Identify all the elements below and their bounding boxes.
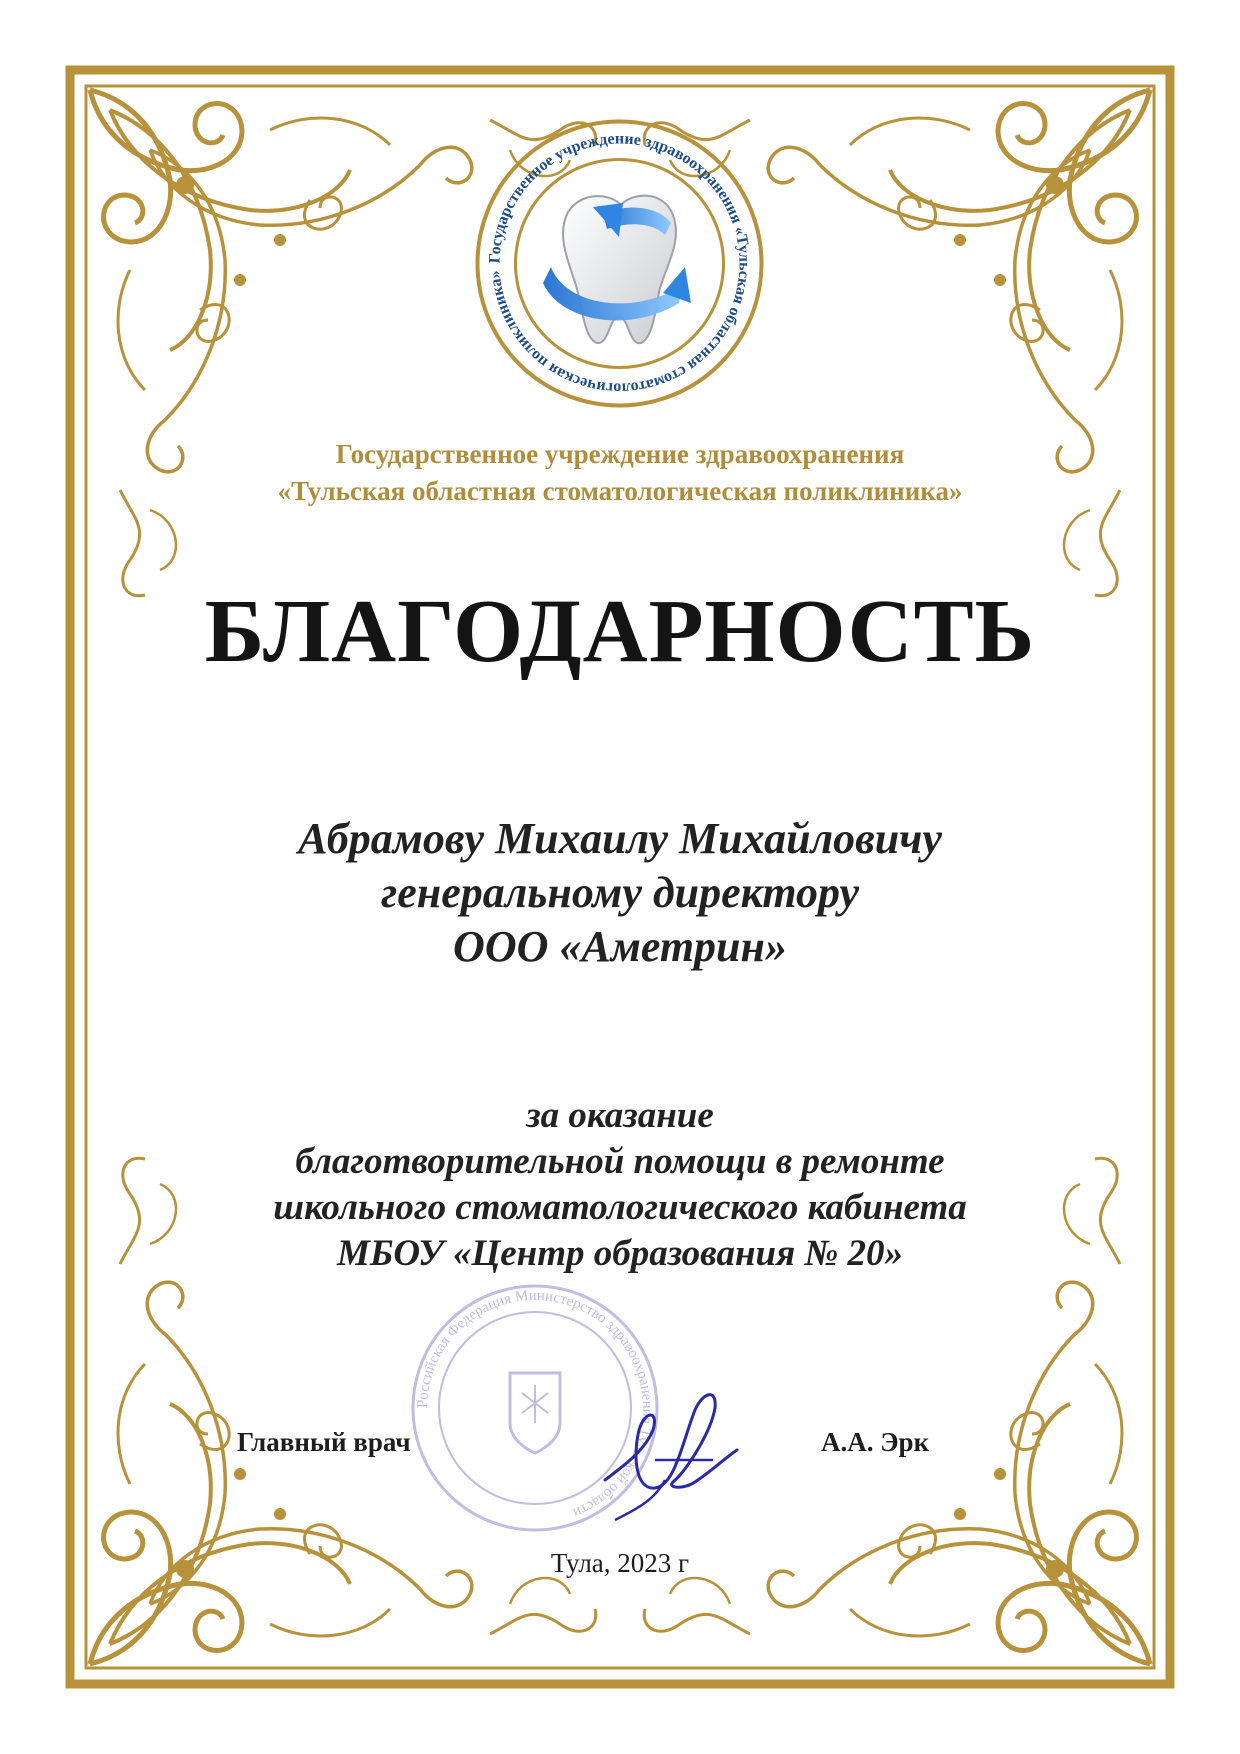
recipient-block (0, 812, 1240, 974)
recipient-position: генеральному директору (381, 868, 859, 917)
reason-line-3: школьного стоматологического кабинета (273, 1187, 967, 1228)
institution-line-2: «Тульская областная стоматологическая поликлиника» (277, 476, 963, 506)
reason-block (0, 1093, 1240, 1277)
certificate-title: БЛАГОДАРНОСТЬ (204, 582, 1036, 681)
tooth-with-arrows-icon (543, 196, 691, 344)
reason-line-4: МБОУ «Центр образования № 20» (337, 1233, 903, 1274)
signatory-name: А.А. Эрк (821, 1427, 930, 1457)
recipient-name: Абрамову Михаилу Михайловичу (298, 814, 942, 863)
clinic-logo (473, 117, 766, 410)
logo-ring-text: Государственное учреждение здравоохранения «Тульская областная стоматологическая поликлиника» (486, 130, 753, 397)
recipient-company: ООО «Аметрин» (453, 922, 787, 971)
svg-text:Российская Федерация Министерс: Российская Федерация Министерство здравоохранения Тульской области (414, 1287, 656, 1521)
institution-name (0, 436, 1240, 510)
institution-line-1: Государственное учреждение здравоохранения (335, 439, 905, 469)
signatory-position: Главный врач (237, 1427, 411, 1457)
handwritten-signature (595, 1370, 745, 1530)
reason-line-2: благотворительной помощи в ремонте (295, 1141, 945, 1182)
reason-line-1: за оказание (526, 1095, 714, 1136)
place-and-date: Тула, 2023 г (550, 1548, 690, 1578)
